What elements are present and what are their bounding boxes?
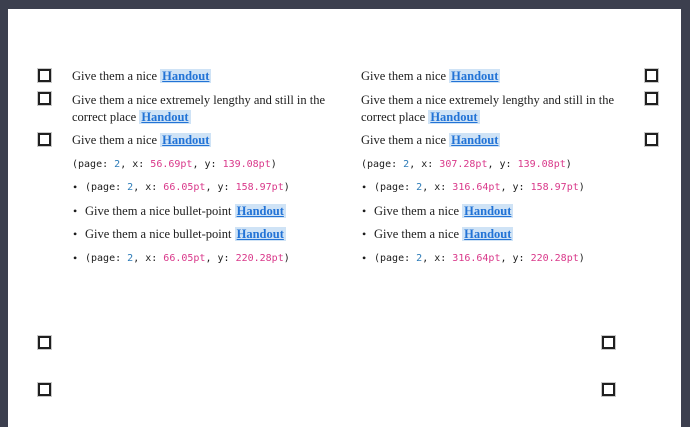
coordinate-value: 56.69pt xyxy=(150,158,193,170)
mono-text: , x: xyxy=(409,158,440,170)
mono-text: , y: xyxy=(500,252,531,264)
bullet-icon: • xyxy=(73,203,78,218)
coordinate-value: 2 xyxy=(127,182,134,193)
coordinate-value: 2 xyxy=(127,252,134,264)
handout-link[interactable]: Handout xyxy=(236,203,284,218)
handout-row xyxy=(72,68,348,85)
mono-text: , y: xyxy=(500,182,531,193)
coordinate-value: 2 xyxy=(114,158,121,170)
text-run: Give them a nice extremely lengthy and still in the xyxy=(72,92,326,107)
mono-text: ) xyxy=(283,252,290,264)
mono-text: , y: xyxy=(487,158,518,170)
coordinate-value: 158.97pt xyxy=(235,182,284,193)
text-run: Give them a nice xyxy=(361,133,450,147)
mono-text: , y: xyxy=(205,182,236,193)
wrapped-line-1 xyxy=(72,92,348,109)
mono-text: ) xyxy=(283,182,290,193)
handout-link[interactable]: Handout xyxy=(464,203,512,218)
mono-text: ) xyxy=(565,158,572,170)
handout-row xyxy=(361,226,637,243)
coordinate-value: 2 xyxy=(416,182,423,193)
coordinate-value: 220.28pt xyxy=(235,252,284,264)
mono-text: (page: xyxy=(72,158,115,170)
coordinate-value: 158.97pt xyxy=(530,182,579,193)
wrapped-line-1 xyxy=(361,92,637,109)
bullet-icon: • xyxy=(362,250,367,265)
mono-text: , x: xyxy=(422,182,453,193)
checkbox[interactable] xyxy=(38,133,51,146)
handout-row xyxy=(361,132,637,149)
handout-link[interactable]: Handout xyxy=(430,109,478,124)
text-run: correct place xyxy=(72,109,140,124)
coordinate-value: 316.64pt xyxy=(452,182,501,193)
coordinate-value: 2 xyxy=(416,252,423,264)
handout-row-wrapped xyxy=(361,92,637,126)
text-run: Give them a nice xyxy=(374,227,463,241)
bullet-icon: • xyxy=(73,227,78,241)
mono-text: (page: xyxy=(374,182,417,193)
mono-text: ) xyxy=(578,182,585,193)
handout-row xyxy=(72,132,348,149)
handout-link[interactable]: Handout xyxy=(236,227,284,241)
coordinate-value: 139.08pt xyxy=(222,158,271,170)
mono-text: , x: xyxy=(120,158,151,170)
mono-text: , y: xyxy=(205,252,236,264)
handout-row xyxy=(361,68,637,85)
text-run: correct place xyxy=(361,109,429,124)
text-run: Give them a nice bullet-point xyxy=(85,227,235,241)
mono-text: , x: xyxy=(133,182,164,193)
mono-text: , x: xyxy=(133,252,164,264)
coordinates-row xyxy=(72,179,348,196)
text-run: Give them a nice xyxy=(72,69,161,83)
coordinate-value: 66.05pt xyxy=(163,182,206,193)
text-run: Give them a nice extremely lengthy and still in the xyxy=(361,92,615,107)
mono-text: ) xyxy=(578,252,585,264)
coordinate-value: 2 xyxy=(403,158,410,170)
handout-link[interactable]: Handout xyxy=(451,133,499,147)
column-right xyxy=(361,68,637,273)
mono-text: (page: xyxy=(85,252,128,264)
text-run: Give them a nice bullet-point xyxy=(85,203,235,218)
coordinate-value: 220.28pt xyxy=(530,252,579,264)
pdf-page xyxy=(8,9,681,427)
handout-row xyxy=(72,203,348,220)
checkbox[interactable] xyxy=(38,336,51,349)
coordinates-row xyxy=(361,250,637,267)
bullet-icon: • xyxy=(73,180,78,194)
column-left xyxy=(72,68,348,273)
checkbox[interactable] xyxy=(645,133,658,146)
text-run: Give them a nice xyxy=(374,203,463,218)
mono-text: (page: xyxy=(374,252,417,264)
coordinates-row xyxy=(72,156,348,173)
coordinate-value: 66.05pt xyxy=(163,252,206,264)
handout-link[interactable]: Handout xyxy=(162,133,210,147)
coordinate-value: 139.08pt xyxy=(517,158,566,170)
handout-row xyxy=(361,203,637,220)
handout-link[interactable]: Handout xyxy=(464,227,512,241)
handout-row xyxy=(72,226,348,243)
mono-text: , y: xyxy=(192,158,223,170)
checkbox[interactable] xyxy=(38,69,51,82)
mono-text: (page: xyxy=(85,182,128,193)
coordinate-value: 316.64pt xyxy=(452,252,501,264)
text-run: Give them a nice xyxy=(361,69,450,83)
mono-text: (page: xyxy=(361,158,404,170)
bullet-icon: • xyxy=(362,180,367,194)
handout-row-wrapped xyxy=(72,92,348,126)
handout-link[interactable]: Handout xyxy=(141,109,189,124)
bullet-icon: • xyxy=(362,203,367,218)
checkbox[interactable] xyxy=(602,383,615,396)
wrapped-line-2 xyxy=(72,109,348,126)
bullet-icon: • xyxy=(362,227,367,241)
coordinates-row xyxy=(361,156,637,173)
coordinates-row xyxy=(72,250,348,267)
checkbox[interactable] xyxy=(38,383,51,396)
handout-link[interactable]: Handout xyxy=(162,69,210,83)
coordinates-row xyxy=(361,179,637,196)
checkbox[interactable] xyxy=(38,92,51,105)
checkbox[interactable] xyxy=(645,69,658,82)
coordinate-value: 307.28pt xyxy=(439,158,488,170)
mono-text: , x: xyxy=(422,252,453,264)
handout-link[interactable]: Handout xyxy=(451,69,499,83)
mono-text: ) xyxy=(270,158,277,170)
wrapped-line-2 xyxy=(361,109,637,126)
checkbox[interactable] xyxy=(602,336,615,349)
bullet-icon: • xyxy=(73,250,78,265)
checkbox[interactable] xyxy=(645,92,658,105)
text-run: Give them a nice xyxy=(72,133,161,147)
